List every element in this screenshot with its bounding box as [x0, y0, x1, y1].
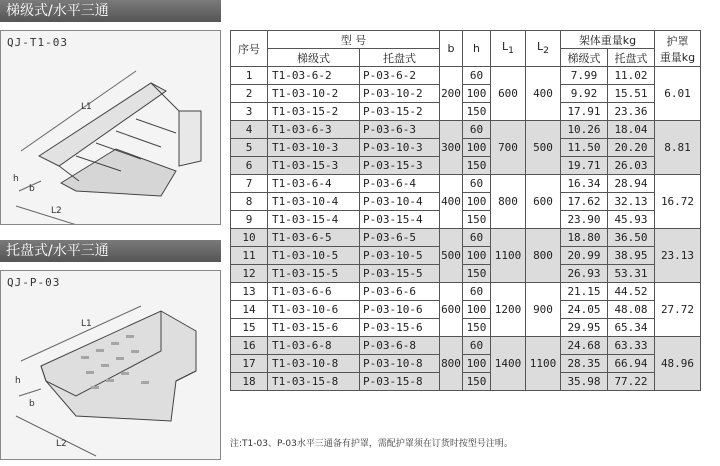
cell-tray-model: P-03-15-8: [360, 373, 440, 391]
cell-b: 500: [440, 229, 463, 283]
cell-index: 1: [231, 67, 268, 85]
cell-ladder-model: T1-03-10-3: [268, 139, 360, 157]
cell-index: 3: [231, 103, 268, 121]
cell-tray-model: P-03-6-8: [360, 337, 440, 355]
cell-ladder-model: T1-03-15-5: [268, 265, 360, 283]
cell-index: 7: [231, 175, 268, 193]
label-l2: L2: [51, 206, 62, 216]
cell-tray-model: P-03-6-4: [360, 175, 440, 193]
cell-weight-tray: 63.33: [608, 337, 655, 355]
cell-tray-model: P-03-6-3: [360, 121, 440, 139]
cell-h: 100: [463, 355, 491, 373]
cell-tray-model: P-03-15-4: [360, 211, 440, 229]
cell-weight-ladder: 23.90: [561, 211, 608, 229]
cell-ladder-model: T1-03-6-8: [268, 337, 360, 355]
header-ladder: 梯级式: [268, 49, 360, 67]
cell-cover-weight: 48.96: [655, 337, 701, 391]
cell-l1: 800: [491, 175, 526, 229]
header-b: b: [440, 31, 463, 67]
cell-weight-ladder: 10.26: [561, 121, 608, 139]
cell-weight-tray: 48.08: [608, 301, 655, 319]
cell-tray-model: P-03-15-2: [360, 103, 440, 121]
cell-weight-ladder: 16.34: [561, 175, 608, 193]
cell-l1: 1400: [491, 337, 526, 391]
label-b-tray: b: [29, 399, 35, 409]
cell-weight-tray: 28.94: [608, 175, 655, 193]
spec-table: [230, 30, 701, 391]
cell-h: 60: [463, 67, 491, 85]
cell-cover-weight: 6.01: [655, 67, 701, 121]
cell-ladder-model: T1-03-6-4: [268, 175, 360, 193]
section-title-tray: 托盘式/水平三通: [0, 240, 221, 262]
cell-weight-ladder: 28.35: [561, 355, 608, 373]
spec-table-body: [231, 67, 701, 391]
cell-weight-ladder: 29.95: [561, 319, 608, 337]
cell-h: 100: [463, 139, 491, 157]
cell-weight-tray: 53.31: [608, 265, 655, 283]
cell-index: 12: [231, 265, 268, 283]
cell-h: 100: [463, 247, 491, 265]
table-row: [231, 301, 701, 319]
cell-l2: 500: [526, 121, 561, 175]
cell-weight-ladder: 17.62: [561, 193, 608, 211]
cell-tray-model: P-03-6-6: [360, 283, 440, 301]
cell-ladder-model: T1-03-10-5: [268, 247, 360, 265]
tray-model-code: QJ-P-03: [7, 276, 61, 289]
table-row: [231, 265, 701, 283]
cell-index: 8: [231, 193, 268, 211]
cell-weight-tray: 44.52: [608, 283, 655, 301]
cell-tray-model: P-03-10-5: [360, 247, 440, 265]
footnote: 注:T1-03、P-03水平三通备有护罩，需配护罩须在订货时按型号注明。: [230, 439, 513, 449]
cell-h: 60: [463, 283, 491, 301]
cell-weight-tray: 23.36: [608, 103, 655, 121]
header-l2: $L_2$: [526, 31, 561, 67]
label-l1: L1: [81, 102, 92, 112]
cell-weight-tray: 26.03: [608, 157, 655, 175]
cell-index: 18: [231, 373, 268, 391]
cell-tray-model: P-03-10-4: [360, 193, 440, 211]
cell-index: 13: [231, 283, 268, 301]
cell-weight-tray: 66.94: [608, 355, 655, 373]
ladder-tee-drawing: [1, 31, 220, 224]
cell-b: 300: [440, 121, 463, 175]
cell-weight-ladder: 17.91: [561, 103, 608, 121]
cell-ladder-model: T1-03-6-3: [268, 121, 360, 139]
cell-tray-model: P-03-10-3: [360, 139, 440, 157]
cell-weight-tray: 65.34: [608, 319, 655, 337]
table-row: [231, 175, 701, 193]
cell-index: 4: [231, 121, 268, 139]
cell-l2: 900: [526, 283, 561, 337]
cell-h: 150: [463, 157, 491, 175]
cell-index: 5: [231, 139, 268, 157]
table-row: [231, 121, 701, 139]
cell-weight-ladder: 24.68: [561, 337, 608, 355]
cell-tray-model: P-03-15-3: [360, 157, 440, 175]
cell-ladder-model: T1-03-6-5: [268, 229, 360, 247]
cell-h: 100: [463, 85, 491, 103]
header-cover: 护罩 重量kg: [655, 31, 701, 67]
header-weight: 架体重量kg: [561, 31, 655, 49]
cell-l2: 600: [526, 175, 561, 229]
cell-weight-tray: 36.50: [608, 229, 655, 247]
cell-h: 60: [463, 337, 491, 355]
cell-weight-tray: 15.51: [608, 85, 655, 103]
cell-h: 150: [463, 373, 491, 391]
cell-cover-weight: 16.72: [655, 175, 701, 229]
cell-h: 150: [463, 265, 491, 283]
cell-weight-tray: 45.93: [608, 211, 655, 229]
cell-weight-ladder: 35.98: [561, 373, 608, 391]
cell-tray-model: P-03-10-8: [360, 355, 440, 373]
cell-weight-tray: 32.13: [608, 193, 655, 211]
cell-ladder-model: T1-03-6-2: [268, 67, 360, 85]
cell-ladder-model: T1-03-15-3: [268, 157, 360, 175]
cell-weight-tray: 18.04: [608, 121, 655, 139]
cell-cover-weight: 27.72: [655, 283, 701, 337]
cell-index: 14: [231, 301, 268, 319]
cell-b: 400: [440, 175, 463, 229]
table-row: [231, 319, 701, 337]
table-row: [231, 229, 701, 247]
cell-h: 60: [463, 229, 491, 247]
cell-h: 150: [463, 211, 491, 229]
cell-b: 800: [440, 337, 463, 391]
cell-l1: 1200: [491, 283, 526, 337]
label-h: h: [13, 174, 19, 184]
label-l1-tray: L1: [81, 319, 92, 329]
cell-index: 17: [231, 355, 268, 373]
cell-tray-model: P-03-6-2: [360, 67, 440, 85]
tray-diagram-panel: [0, 270, 221, 460]
cell-index: 11: [231, 247, 268, 265]
cell-h: 60: [463, 121, 491, 139]
cell-ladder-model: T1-03-10-8: [268, 355, 360, 373]
cell-index: 6: [231, 157, 268, 175]
cell-l1: 1100: [491, 229, 526, 283]
cell-ladder-model: T1-03-10-4: [268, 193, 360, 211]
cell-weight-tray: 38.95: [608, 247, 655, 265]
cell-h: 150: [463, 319, 491, 337]
table-row: [231, 67, 701, 85]
cell-l1: 600: [491, 67, 526, 121]
header-tray: 托盘式: [360, 49, 440, 67]
cell-weight-tray: 20.20: [608, 139, 655, 157]
table-row: [231, 139, 701, 157]
cell-tray-model: P-03-10-6: [360, 301, 440, 319]
table-row: [231, 85, 701, 103]
table-row: [231, 157, 701, 175]
cell-weight-ladder: 11.50: [561, 139, 608, 157]
tray-tee-drawing: [1, 271, 220, 459]
cell-weight-ladder: 26.93: [561, 265, 608, 283]
cell-h: 60: [463, 175, 491, 193]
cell-h: 150: [463, 103, 491, 121]
cell-weight-ladder: 21.15: [561, 283, 608, 301]
ladder-diagram-panel: [0, 30, 221, 225]
cell-cover-weight: 23.13: [655, 229, 701, 283]
cell-h: 100: [463, 193, 491, 211]
cell-weight-ladder: 19.71: [561, 157, 608, 175]
section-title-ladder: 梯级式/水平三通: [0, 0, 221, 22]
cell-l2: 400: [526, 67, 561, 121]
label-h-tray: h: [15, 376, 21, 386]
cell-ladder-model: T1-03-15-4: [268, 211, 360, 229]
header-weight-ladder: 梯级式: [561, 49, 608, 67]
cell-weight-ladder: 24.05: [561, 301, 608, 319]
cell-b: 600: [440, 283, 463, 337]
header-h: h: [463, 31, 491, 67]
cell-index: 15: [231, 319, 268, 337]
cell-ladder-model: T1-03-15-6: [268, 319, 360, 337]
cell-index: 9: [231, 211, 268, 229]
table-row: [231, 337, 701, 355]
table-row: [231, 247, 701, 265]
cell-index: 16: [231, 337, 268, 355]
cell-cover-weight: 8.81: [655, 121, 701, 175]
label-b: b: [29, 184, 35, 194]
header-weight-tray: 托盘式: [608, 49, 655, 67]
header-model: 型 号: [268, 31, 440, 49]
cell-index: 2: [231, 85, 268, 103]
cell-weight-tray: 11.02: [608, 67, 655, 85]
cell-l2: 1100: [526, 337, 561, 391]
ladder-model-code: QJ-T1-03: [7, 36, 68, 49]
cell-weight-ladder: 18.80: [561, 229, 608, 247]
cell-weight-tray: 77.22: [608, 373, 655, 391]
cell-ladder-model: T1-03-10-6: [268, 301, 360, 319]
cell-l1: 700: [491, 121, 526, 175]
header-l1: $L_1$: [491, 31, 526, 67]
table-row: [231, 283, 701, 301]
cell-l2: 800: [526, 229, 561, 283]
table-row: [231, 193, 701, 211]
cell-ladder-model: T1-03-15-2: [268, 103, 360, 121]
cell-weight-ladder: 7.99: [561, 67, 608, 85]
cell-tray-model: P-03-15-6: [360, 319, 440, 337]
cell-index: 10: [231, 229, 268, 247]
label-l2-tray: L2: [56, 439, 67, 449]
table-row: [231, 211, 701, 229]
table-row: [231, 355, 701, 373]
cell-weight-ladder: 20.99: [561, 247, 608, 265]
header-index: 序号: [231, 31, 268, 67]
table-row: [231, 103, 701, 121]
table-row: [231, 373, 701, 391]
cell-ladder-model: T1-03-15-8: [268, 373, 360, 391]
cell-ladder-model: T1-03-6-6: [268, 283, 360, 301]
cell-b: 200: [440, 67, 463, 121]
cell-tray-model: P-03-6-5: [360, 229, 440, 247]
cell-h: 100: [463, 301, 491, 319]
cell-tray-model: P-03-15-5: [360, 265, 440, 283]
cell-ladder-model: T1-03-10-2: [268, 85, 360, 103]
cell-tray-model: P-03-10-2: [360, 85, 440, 103]
cell-weight-ladder: 9.92: [561, 85, 608, 103]
